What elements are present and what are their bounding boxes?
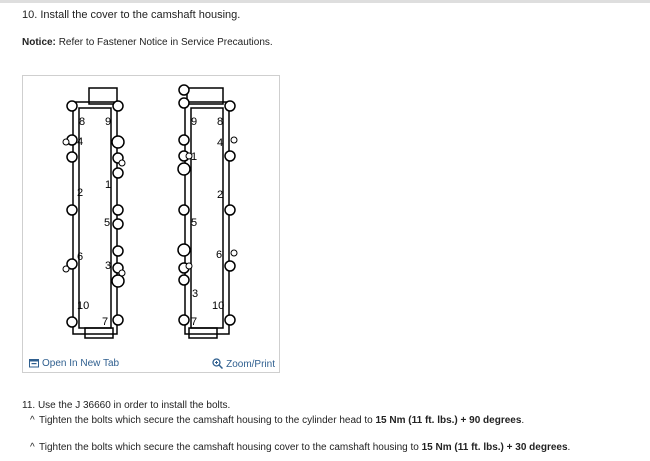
bolt-label: 10	[77, 300, 90, 312]
bolt-label: 10	[212, 300, 225, 312]
bolt	[67, 317, 77, 327]
bolt	[225, 315, 235, 325]
left-housing-bottom-tab	[85, 328, 113, 338]
bolt	[225, 101, 235, 111]
bolt	[113, 315, 123, 325]
torque-spec: 15 Nm (11 ft. lbs.) + 30 degrees	[421, 442, 568, 453]
stud	[63, 139, 69, 145]
notice-label: Notice:	[22, 37, 56, 48]
caret-bullet-icon: ^	[30, 442, 35, 453]
bolt	[225, 261, 235, 271]
bolt	[225, 205, 235, 215]
torque-bullet-2: ^ Tighten the bolts which secure the camshaft housing cover to the camshaft housing to 15 Nm (11 ft. lbs.) + 30 degrees.	[30, 442, 571, 453]
stud	[231, 137, 237, 143]
bolt-label: 6	[216, 249, 223, 261]
bolt-label: 8	[217, 116, 224, 128]
torque-bullet-1: ^ Tighten the bolts which secure the camshaft housing to the cylinder head to 15 Nm (11 ft. lbs.) + 90 degrees.	[30, 415, 525, 426]
bolt-label: 5	[191, 217, 198, 229]
magnifier-icon	[212, 358, 223, 369]
bolt	[113, 246, 123, 256]
bolt-label: 1	[105, 179, 112, 191]
bolt-label: 4	[217, 137, 224, 149]
right-bolts	[178, 85, 235, 325]
bolt	[179, 98, 189, 108]
bolt-sequence-figure	[22, 75, 280, 373]
bolt	[179, 315, 189, 325]
bolt	[112, 275, 124, 287]
bolt	[113, 219, 123, 229]
left-bolts	[67, 101, 124, 327]
bolt	[179, 135, 189, 145]
bolt-label: 4	[77, 136, 84, 148]
bullet-text: Tighten the bolts which secure the camshaft housing cover to the camshaft housing to	[39, 442, 422, 453]
bolt	[178, 163, 190, 175]
bolt-label: 6	[77, 251, 84, 263]
caret-bullet-icon: ^	[30, 415, 35, 426]
zoom-print-link[interactable]	[212, 358, 275, 370]
step-10	[22, 9, 240, 21]
stud	[63, 266, 69, 272]
stud	[186, 263, 192, 269]
step-10-number: 10.	[22, 9, 38, 21]
open-new-tab-icon	[29, 358, 39, 368]
bolt-label: 3	[105, 260, 112, 272]
step-11-number: 11.	[22, 400, 36, 411]
stud	[231, 250, 237, 256]
bolt	[112, 136, 124, 148]
bolt-sequence-diagram	[23, 76, 279, 356]
notice	[22, 37, 273, 48]
open-in-new-tab-link[interactable]	[29, 358, 119, 369]
bolt	[113, 168, 123, 178]
right-housing-bottom-tab	[189, 328, 217, 338]
torque-spec: 15 Nm (11 ft. lbs.) + 90 degrees	[375, 415, 522, 426]
bolt	[178, 244, 190, 256]
bolt-label: 5	[104, 217, 111, 229]
bolt	[179, 205, 189, 215]
open-in-new-tab-label: Open In New Tab	[42, 358, 120, 369]
bolt-label: 1	[191, 151, 198, 163]
bullet-text: Tighten the bolts which secure the camshaft housing to the cylinder head to	[39, 415, 376, 426]
bolt	[67, 101, 77, 111]
bolt-label: 9	[105, 116, 112, 128]
bolt-label: 3	[192, 288, 199, 300]
bolt-label: 9	[191, 116, 198, 128]
bolt-label: 7	[191, 316, 198, 328]
notice-text: Refer to Fastener Notice in Service Precautions.	[58, 37, 273, 48]
top-divider	[0, 0, 650, 3]
bolt-label: 2	[217, 189, 224, 201]
bolt	[225, 151, 235, 161]
zoom-print-label: Zoom/Print	[226, 359, 275, 370]
stud	[119, 160, 125, 166]
step-10-text: Install the cover to the camshaft housing.	[40, 9, 241, 21]
bolt-label: 7	[102, 316, 109, 328]
bolt	[113, 205, 123, 215]
right-housing	[178, 85, 237, 338]
bolt	[179, 85, 189, 95]
left-sequence-labels	[77, 116, 111, 328]
bolt	[113, 101, 123, 111]
stud	[119, 270, 125, 276]
bolt-label: 8	[79, 116, 86, 128]
bolt	[179, 275, 189, 285]
bolt-label: 2	[77, 187, 84, 199]
bolt	[67, 152, 77, 162]
step-11-text: Use the J 36660 in order to install the bolts.	[37, 400, 231, 411]
right-sequence-labels	[191, 116, 224, 328]
bolt	[67, 205, 77, 215]
step-11	[22, 400, 230, 411]
left-housing	[63, 88, 125, 338]
